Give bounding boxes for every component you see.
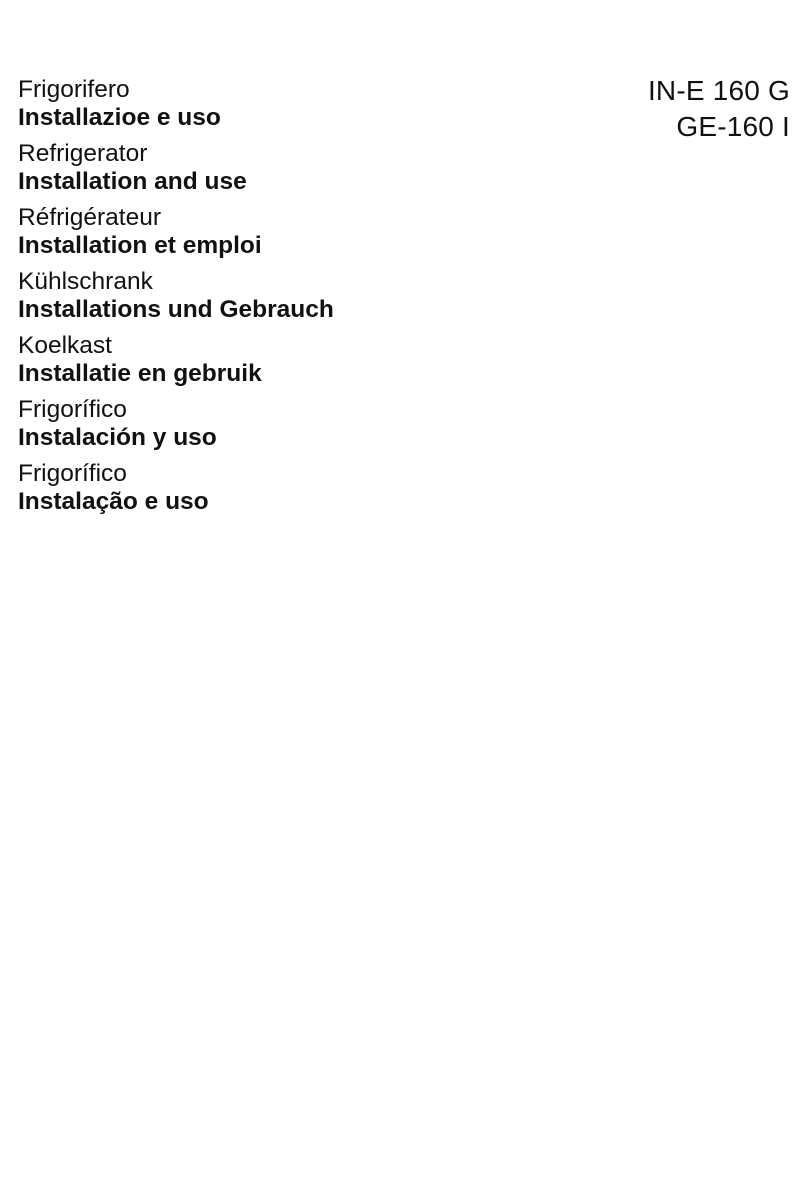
product-name: Frigorífico [18, 396, 127, 423]
manual-subtitle: Instalação e uso [18, 488, 209, 515]
language-entry-french [18, 204, 334, 260]
product-name: Frigorifero [18, 76, 130, 103]
model-number-secondary: GE-160 I [676, 111, 790, 142]
language-list [18, 76, 334, 524]
language-entry-german [18, 268, 334, 324]
language-entry-english [18, 140, 334, 196]
product-name: Réfrigérateur [18, 204, 161, 231]
model-number-primary: IN-E 160 G [647, 75, 790, 106]
product-name: Kühlschrank [18, 268, 153, 295]
manual-subtitle: Installatie en gebruik [18, 360, 262, 387]
manual-subtitle: Installations und Gebrauch [18, 296, 334, 323]
manual-subtitle: Installation et emploi [18, 232, 262, 259]
model-numbers [648, 73, 790, 145]
language-entry-italian [18, 76, 334, 132]
language-entry-portuguese [18, 460, 334, 516]
language-entry-spanish [18, 396, 334, 452]
language-entry-dutch [18, 332, 334, 388]
manual-subtitle: Installazioe e uso [18, 104, 221, 131]
manual-subtitle: Installation and use [18, 168, 247, 195]
manual-subtitle: Instalación y uso [18, 424, 217, 451]
product-name: Koelkast [18, 332, 112, 359]
product-name: Frigorífico [18, 460, 127, 487]
product-name: Refrigerator [18, 140, 148, 167]
